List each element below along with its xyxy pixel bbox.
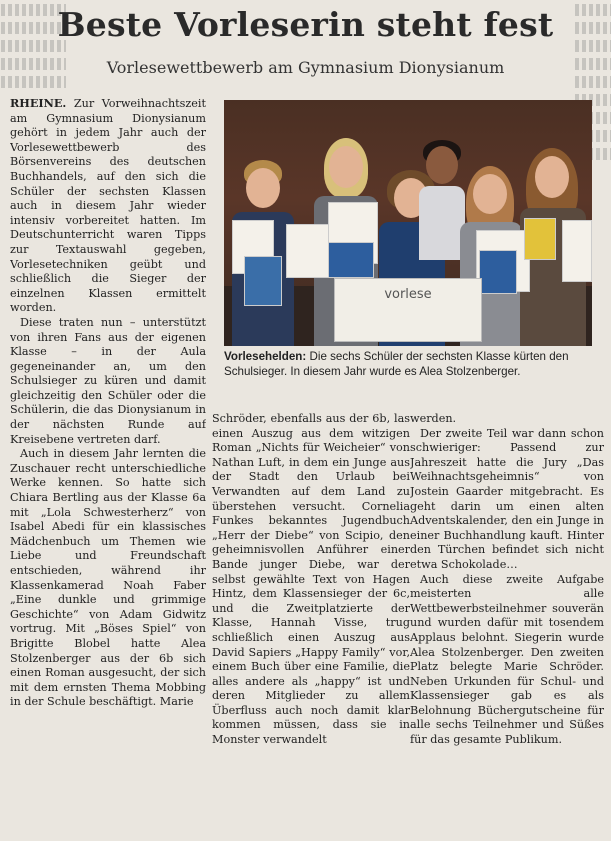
article-headline: Beste Vorleserin steht fest bbox=[57, 5, 554, 44]
article-subheadline: Vorlesewettbewerb am Gymnasium Dionysianum bbox=[106, 58, 505, 77]
book-voucher-1 bbox=[244, 256, 282, 306]
book-voucher-3 bbox=[479, 250, 517, 294]
paragraph-3-part-2: Schröder, ebenfalls aus der 6b, las einen Auszug aus dem witzigen Roman „Nichts für Weicheier“ von Nathan Luft, in dem ein Junge aus der Stadt den Urlaub bei Verwandten auf dem Land zu überstehen versucht. Cornelia Funkes bekanntes Jugendbuch „Herr der Diebe“ von Scipio, den geheimnisvollen Anführer einer Bande junger Diebe, war der selbst gewählte Text von Hagen Hintz, dem Klassensieger der 6c, und die Zweitplatzierte der Klasse, Hannah Visse, trug schließlich einen Auszug aus David Sapiers „Happy Family“ vor, einem Buch über eine Familie, die alles andere als „happy“ ist und deren Mitglieder zu allem Überfluss auch noch damit klar kommen müssen, dass sie in Monster verwandelt bbox=[212, 412, 410, 747]
banner-text: vorlese bbox=[384, 287, 432, 302]
text-column-2 bbox=[206, 412, 410, 834]
article-photo bbox=[224, 100, 592, 346]
paragraph-1 bbox=[10, 96, 206, 316]
photo-caption bbox=[224, 349, 594, 379]
photo-student-4 bbox=[419, 140, 465, 260]
paragraph-2: Diese traten nun – unterstützt von ihren Fans aus der eigenen Klasse – in der Aula gegeneinander an, um den Schulsieger zu küren und damit gleichzeitig den Schüler oder die Schülerin, die das Dionysianum in der nächsten Runde auf Kreisebene vertreten darf. bbox=[10, 315, 206, 446]
paragraph-4: Der zweite Teil war dann schon schwieriger: Passend zur Jahreszeit hatte die Jury „Das Weihnachtsgeheimnis“ von Jostein Gaarder mitgebracht. Es geht darin um einen alten Adventskalender, den ein Junge in einer Buchhandlung kauft. Hinter den Türchen befindet sich nicht etwa Schokolade… bbox=[410, 426, 604, 571]
text-column-1 bbox=[10, 96, 206, 834]
text-column-3 bbox=[410, 412, 604, 834]
reading-competition-banner bbox=[334, 278, 482, 342]
paragraph-5: Auch diese zweite Aufgabe meisterten alle Wettbewerbsteilnehmer souverän und wurden dafür mit tosendem Applaus belohnt. Siegerin wurde Alea Stolzenberger. Den zweiten Platz belegte Marie Schröder. Neben Urkunden für Schul- und Klassensieger gab es als Belohnung Büchergutscheine für alle sechs Teilnehmer und Süßes für das gesamte Publikum. bbox=[410, 572, 604, 747]
book-voucher-4 bbox=[524, 218, 556, 260]
paragraph-1-text: Zur Vorweihnachtszeit am Gymnasium Dionysianum gehört in jedem Jahr auch der Vorlesewettbewerb des Börsenvereins des deutschen Buchhandels, auf den sich die Schüler der sechsten Klassen auch in diesem Jahr wieder intensiv vorbereitet hatten. Im Deutschunterricht waren Tipps zur Textauswahl gegeben, Vorlesetechniken geübt und schließlich die Sieger der einzelnen Klassen ermittelt worden. bbox=[10, 97, 206, 315]
dateline: RHEINE. bbox=[10, 96, 67, 110]
paragraph-3-part-3: werden. bbox=[410, 412, 457, 425]
certificate-5 bbox=[562, 220, 592, 282]
book-voucher-2 bbox=[328, 242, 374, 278]
caption-text: Die sechs Schüler der sechsten Klasse kürten den Schulsieger. In diesem Jahr wurde es Alea Stolzenberger. bbox=[224, 350, 569, 378]
paragraph-3-part-1: Auch in diesem Jahr lernten die Zuschauer recht unterschiedliche Werke kennen. So hatte sich Chiara Bertling aus der Klasse 6a mit „Lola Schwesterherz“ von Isabel Abedi für ein klassisches Mädchenbuch um Themen wie Liebe und Freundschaft entschieden, während ihr Klassenkamerad Noah Faber „Eine dunkle und grimmige Geschichte“ von Adam Gidwitz vortrug. Mit „Böses Spiel“ von Brigitte Blobel hatte Alea Stolzenberger aus der 6b sich einen Roman ausgesucht, der sich mit dem ernsten Thema Mobbing in der Schule beschäftigt. Marie bbox=[10, 447, 206, 709]
caption-lead: Vorlesehelden: bbox=[224, 350, 307, 363]
